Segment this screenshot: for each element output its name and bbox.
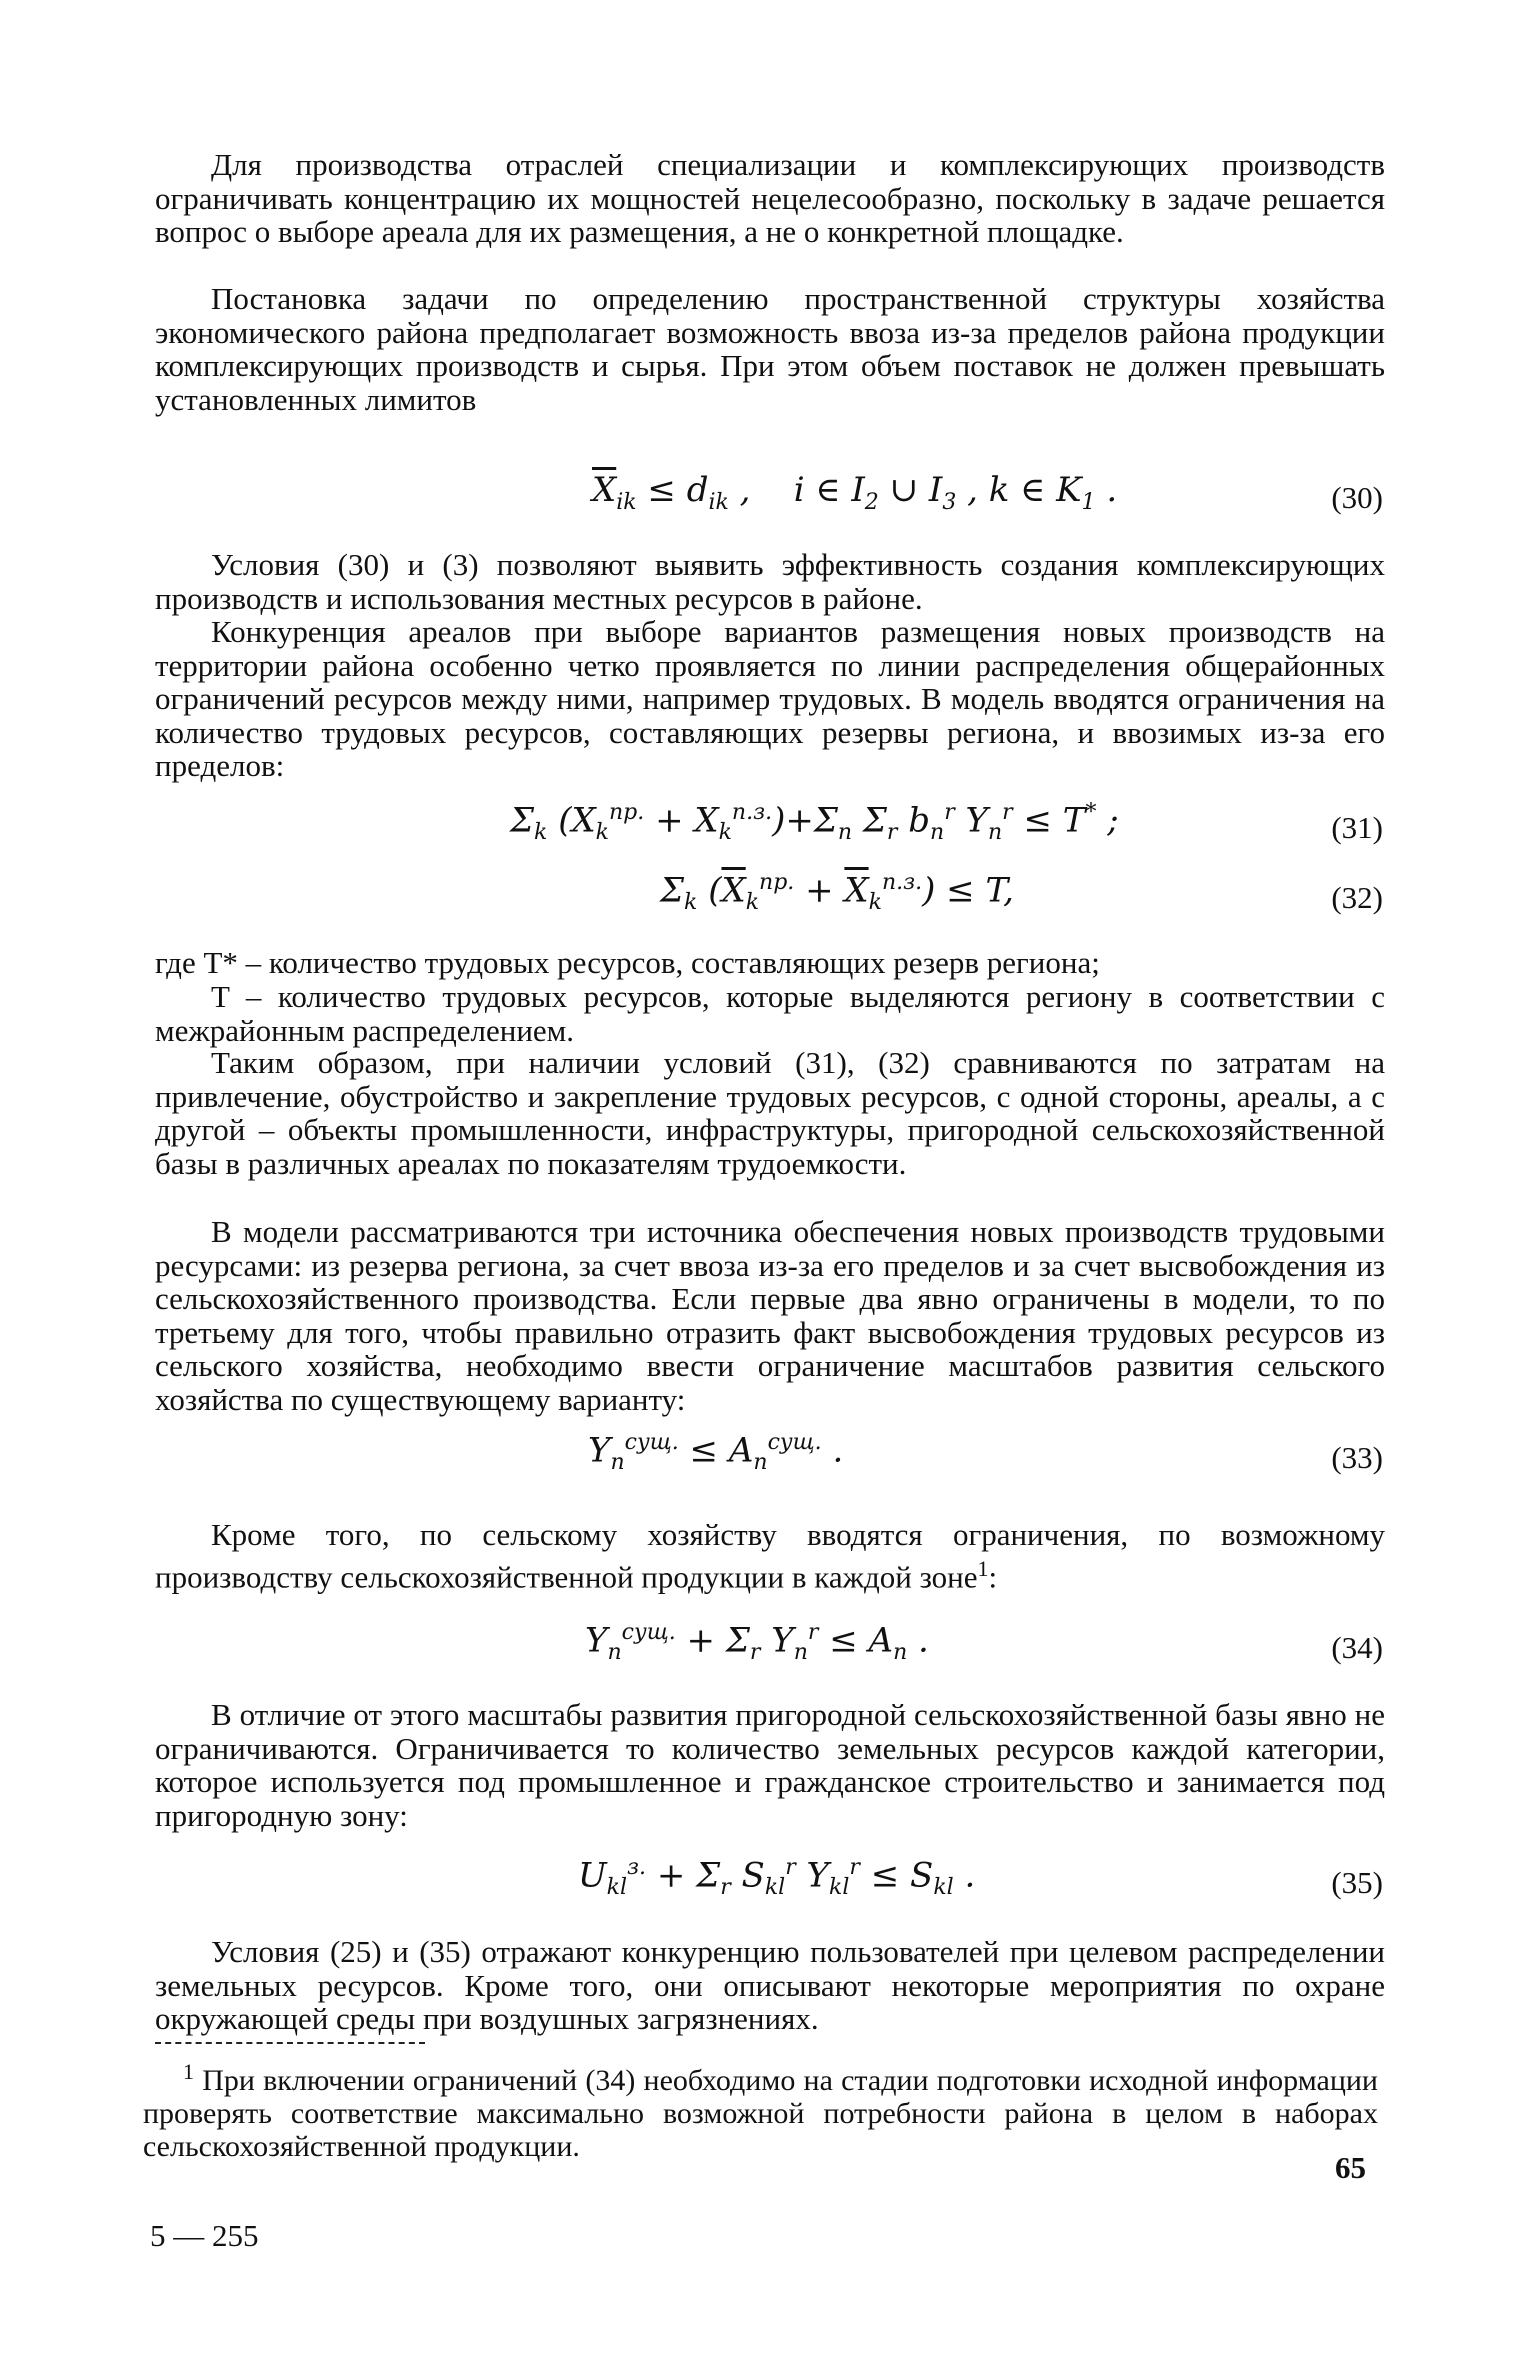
footnote-divider (155, 2042, 425, 2044)
footnote-text: При включении ограничений (34) необходимо на стадии подготовки исходной информации проверять соответствие максимально возможной потребности района в целом в наборах сельскохозяйственной продукции. (143, 2064, 1378, 2163)
equation-32-number: (32) (1331, 880, 1383, 915)
equation-31-number: (31) (1331, 810, 1383, 845)
footnote (143, 2055, 1378, 2163)
equation-34: $Y_n^{сущ.} + \Sigma_r$ $Y_n^r \le A_n$ . (585, 1620, 929, 1666)
paragraph-5a: где T* – количество трудовых ресурсов, составляющих резерв региона; (155, 945, 1100, 980)
paragraph-8-text: Кроме того, по сельскому хозяйству вводятся ограничения, по возможному производству сельскохозяйственной продукции в каждой зоне (155, 1517, 1385, 1594)
equation-33-number: (33) (1331, 1440, 1383, 1475)
printer-signature: 5 — 255 (150, 2218, 259, 2253)
page-number: 65 (1335, 2150, 1366, 2185)
paragraph-6: Таким образом, при наличии условий (31), (32) сравниваются по затратам на привлечение, обустройство и закрепление трудовых ресурсов, с одной стороны, ареалы, а с другой – объекты промышленности, инфраструктуры, пригородной сельскохозяйственной базы в различных ареалах по показателям трудоемкости. (155, 1045, 1385, 1181)
paragraph-8 (155, 1518, 1385, 1593)
paragraph-7: В модели рассматриваются три источника обеспечения новых производств трудовыми ресурсами: из резерва региона, за счет ввоза из-за его пределов и за счет высвобождения из сельскохозяйственного производства. Если первые два явно ограничены в модели, то по третьему для того, чтобы правильно отразить факт высвобождения трудовых ресурсов из сельского хозяйства, необходимо ввести ограничение масштабов развития сельского хозяйства по существующему варианту: (155, 1214, 1385, 1417)
equation-34-number: (34) (1331, 1630, 1383, 1665)
equation-35: $U_{kl}^{з.} + \Sigma_r$ $S_{kl}^r$ $Y_{kl}^r \le S_{kl}$ . (578, 1855, 976, 1901)
footnote-reference: 1 (977, 1555, 989, 1581)
equation-35-number: (35) (1331, 1865, 1383, 1900)
paragraph-1: Для производства отраслей специализации и комплексирующих производств ограничивать концентрацию их мощностей нецелесообразно, поскольку в задаче решается вопрос о выборе ареала для их размещения, а не о конкретной площадке. (155, 147, 1385, 249)
paragraph-8-end: : (988, 1558, 998, 1594)
paragraph-5b: T – количество трудовых ресурсов, которые выделяются региону в соответствии с межрайонным распределением. (155, 979, 1385, 1048)
equation-30: $\overline{X}_{ik} \le d_{ik}$ , i ∈ $I_2$ ∪ $I_3$ , k ∈ $K_1$ . (592, 470, 1118, 515)
paragraph-2: Постановка задачи по определению пространственной структуры хозяйства экономического района предполагает возможность ввоза из-за пределов района продукции комплексирующих производств и сырья. При этом объем поставок не должен превышать установленных лимитов (155, 281, 1385, 417)
paragraph-9: В отличие от этого масштабы развития пригородной сельскохозяйственной базы явно не ограничиваются. Ограничивается то количество земельных ресурсов каждой категории, которое используется под промышленное и гражданское строительство и занимается под пригородную зону: (155, 1697, 1385, 1833)
paragraph-3: Условия (30) и (3) позволяют выявить эффективность создания комплексирующих производств и использования местных ресурсов в районе. (155, 547, 1385, 616)
paragraph-10: Условия (25) и (35) отражают конкуренцию пользователей при целевом распределении земельных ресурсов. Кроме того, они описывают некоторые мероприятия по охране окружающей среды при воздушных загрязнениях. (155, 1934, 1385, 2036)
equation-32: $\Sigma_k$ $(\overline{X}_k^{пр.} + \overline{X}_k^{п.з.}) \le T$, (660, 870, 1014, 916)
footnote-mark: 1 (183, 2059, 194, 2084)
equation-33: $Y_n^{сущ.} \le A_n^{сущ.}$ . (588, 1430, 844, 1476)
equation-30-number: (30) (1331, 480, 1383, 515)
equation-31: $\Sigma_k$ $(X_k^{пр.} + X_k^{п.з.})+\Sigma_n$ $\Sigma_r$ $b_n^r$ $Y_n^r \le T^*$ ; (510, 800, 1119, 846)
paragraph-4: Конкуренция ареалов при выборе вариантов размещения новых производств на территории района особенно четко проявляется по линии распределения общерайонных ограничений ресурсов между ними, например трудовых. В модель вводятся ограничения на количество трудовых ресурсов, составляющих резервы региона, и ввозимых из-за его пределов: (155, 614, 1385, 783)
